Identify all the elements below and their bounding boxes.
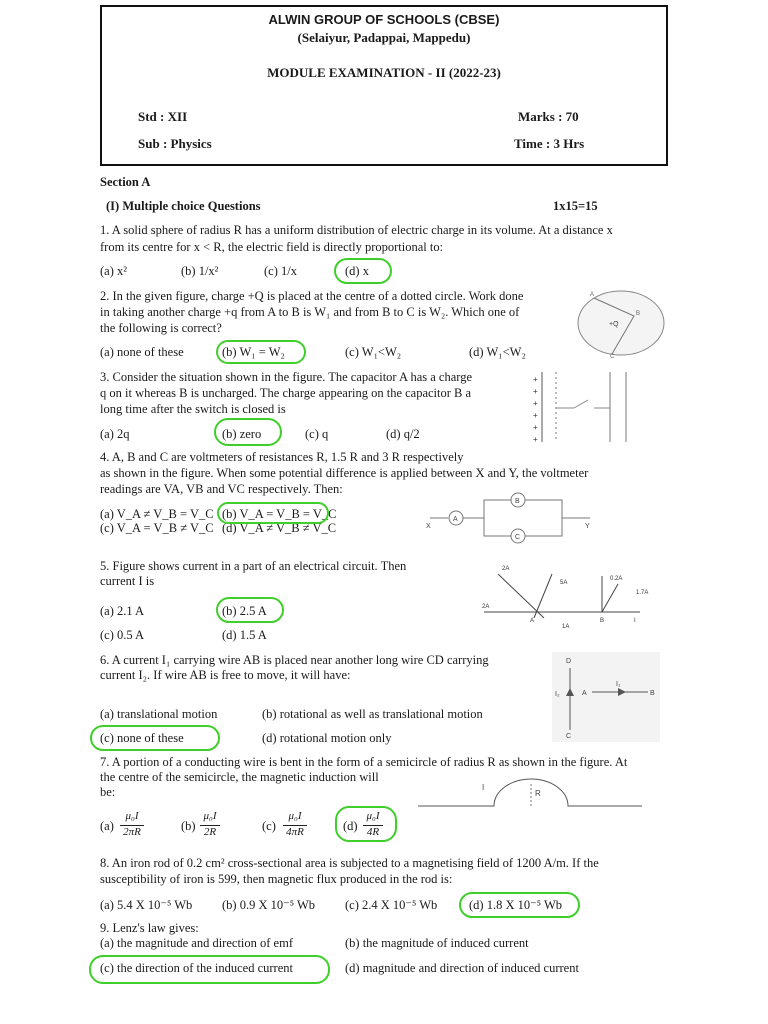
q6-figure: [552, 652, 660, 742]
q7-option-a: (a): [100, 819, 114, 833]
q7-a-num: μ₀I: [125, 810, 139, 822]
q3-answer-ring: [214, 418, 282, 446]
q9-answer-ring: [89, 955, 330, 984]
q2-line3: the following is correct?: [100, 321, 222, 335]
marks-label: Marks : 70: [518, 109, 579, 124]
q6-label-b: B: [650, 690, 655, 697]
q5-option-c: (c) 0.5 A: [100, 628, 145, 642]
q7-figure: [418, 776, 644, 810]
q3-line3: long time after the switch is closed is: [100, 402, 286, 416]
q6-line1: 6. A current I₁ carrying wire AB is placed near another long wire CD carrying: [100, 653, 489, 667]
q7-line2: the centre of the semicircle, the magnetic induction will: [100, 770, 379, 784]
q2-option-a: (a) none of these: [100, 345, 184, 359]
svg-text:+: +: [533, 423, 538, 432]
q1-option-b: (b) 1/x²: [181, 264, 219, 278]
q7-b-num: μ₀I: [203, 810, 217, 822]
q3-option-b: (b) zero: [222, 427, 262, 441]
std-label: Std : XII: [138, 109, 188, 124]
q8-option-b: (b) 0.9 X 10⁻⁵ Wb: [222, 898, 316, 912]
q7-line3: be:: [100, 785, 116, 799]
q5-line2: current I is: [100, 574, 155, 588]
q1-answer-ring: [334, 258, 392, 284]
q8-answer-ring: [459, 892, 580, 918]
q6-option-a: (a) translational motion: [100, 707, 218, 721]
q8-line1: 8. An iron rod of 0.2 cm² cross-sectional area is subjected to a magnetising field of 1200 A/m. If the: [100, 856, 599, 870]
q6-option-b: (b) rotational as well as translational motion: [262, 707, 483, 721]
q4-figure: [422, 490, 602, 546]
q6-label-d: D: [566, 658, 572, 665]
q1-option-c: (c) 1/x: [264, 264, 297, 278]
q2-option-b: (b) W₁ = W₂: [222, 345, 285, 359]
q1-line2: from its centre for x < R, the electric field is directly proportional to:: [100, 240, 444, 254]
q5-label-5: 2A: [482, 604, 490, 610]
q4-meter-b: B: [515, 498, 520, 505]
q4-terminal-x: X: [426, 523, 431, 530]
q5-label-7: 1A: [562, 624, 570, 630]
q2-answer-ring: [216, 340, 306, 364]
school-location: (Selaiyur, Padappai, Mappedu): [297, 30, 471, 45]
q8-option-a: (a) 5.4 X 10⁻⁵ Wb: [100, 898, 193, 912]
q5-line1: 5. Figure shows current in a part of an electrical circuit. Then: [100, 559, 407, 573]
q3-line2: q on it whereas B is uncharged. The charge appearing on the capacitor B a: [100, 386, 472, 400]
q2-line1: 2. In the given figure, charge +Q is placed at the centre of a dotted circle. Work done: [100, 289, 524, 303]
q4-meter-a: A: [453, 516, 458, 523]
q5-answer-ring: [216, 597, 284, 623]
q3-option-a: (a) 2q: [100, 427, 130, 441]
q5-label-6: A: [530, 618, 535, 624]
q6-option-d: (d) rotational motion only: [262, 731, 392, 745]
q5-label-9: I: [634, 618, 636, 624]
q4-option-d: (d) V_A ≠ V_B ≠ V_C: [222, 521, 337, 535]
q5-figure: [478, 560, 656, 638]
q6-label-c: C: [566, 733, 572, 740]
q2-point-b: B: [636, 311, 641, 317]
q7-option-c: (c): [262, 819, 276, 833]
q7-b-den: 2R: [203, 826, 217, 838]
q7-option-d: (d): [343, 819, 358, 833]
q7-answer-ring: [335, 806, 397, 842]
q8-line2: susceptibility of iron is 599, then magnetic flux produced in the rod is:: [100, 872, 453, 886]
q4-terminal-y: Y: [585, 523, 590, 530]
svg-text:+: +: [533, 399, 538, 408]
q7-line1: 7. A portion of a conducting wire is bent in the form of a semicircle of radius R as shown in the figure. At: [100, 755, 628, 769]
q7-label-i: I: [482, 783, 485, 792]
svg-text:+: +: [533, 435, 538, 444]
exam-title: MODULE EXAMINATION - II (2022-23): [267, 65, 501, 80]
svg-text:+: +: [533, 375, 538, 384]
q1-option-d: (d) x: [345, 264, 369, 278]
q6-label-i1: I₁: [616, 681, 621, 688]
time-label: Time : 3 Hrs: [514, 136, 585, 151]
q5-label-3: 0.2A: [610, 576, 623, 582]
q2-option-d: (d) W₁<W₂: [469, 345, 526, 359]
q8-option-c: (c) 2.4 X 10⁻⁵ Wb: [345, 898, 438, 912]
q9-option-d: (d) magnitude and direction of induced current: [345, 961, 579, 975]
q1-line1: 1. A solid sphere of radius R has a uniform distribution of electric charge in its volume. At a distance x: [100, 223, 613, 237]
q2-point-c: C: [610, 354, 615, 358]
q3-option-d: (d) q/2: [386, 427, 420, 441]
q5-option-a: (a) 2.1 A: [100, 604, 145, 618]
svg-text:+: +: [533, 411, 538, 420]
q4-answer-ring: [217, 502, 329, 524]
q3-figure: [530, 368, 640, 446]
q4-option-c: (c) V_A = V_B ≠ V_C: [100, 521, 214, 535]
q2-line2: in taking another charge +q from A to B is W₁ and from B to C is W₂. Which one of: [100, 305, 520, 319]
q7-d-num: μ₀I: [366, 810, 380, 822]
q6-option-c: (c) none of these: [100, 731, 184, 745]
section-title: Section A: [100, 175, 151, 189]
q2-figure: [572, 288, 670, 358]
q4-line2: as shown in the figure. When some potential difference is applied between X and Y, the voltmeter: [100, 466, 589, 480]
q2-charge-label: +Q: [609, 321, 619, 328]
q6-line2: current I₂. If wire AB is free to move, it will have:: [100, 668, 351, 682]
q5-label-1: 2A: [502, 566, 510, 572]
q9-line1: 9. Lenz's law gives:: [100, 921, 199, 935]
svg-text:+: +: [533, 387, 538, 396]
q3-option-c: (c) q: [305, 427, 329, 441]
q4-meter-c: C: [515, 534, 521, 541]
q5-option-b: (b) 2.5 A: [222, 604, 267, 618]
q9-option-a: (a) the magnitude and direction of emf: [100, 936, 293, 950]
q7-option-b: (b): [181, 819, 196, 833]
q4-line1: 4. A, B and C are voltmeters of resistances R, 1.5 R and 3 R respectively: [100, 450, 464, 464]
subject-label: Sub : Physics: [138, 136, 212, 151]
q4-option-b: (b) V_A = V_B = V_C: [222, 507, 337, 521]
q9-option-c: (c) the direction of the induced current: [100, 961, 293, 975]
q1-option-a: (a) x²: [100, 264, 127, 278]
q6-answer-ring: [90, 725, 220, 751]
q8-option-d: (d) 1.8 X 10⁻⁵ Wb: [469, 898, 563, 912]
subsection-title: (I) Multiple choice Questions: [106, 199, 261, 213]
q7-c-num: μ₀I: [288, 810, 302, 822]
q9-option-b: (b) the magnitude of induced current: [345, 936, 529, 950]
q7-a-den: 2πR: [123, 826, 141, 838]
q5-label-4: 1.7A: [636, 590, 649, 596]
q4-option-a: (a) V_A ≠ V_B = V_C: [100, 507, 214, 521]
q5-label-8: B: [600, 618, 605, 624]
marks-scheme: 1x15=15: [553, 199, 598, 213]
q5-label-2: 5A: [560, 580, 568, 586]
q2-point-a: A: [590, 292, 595, 298]
q6-label-i2: I₂: [555, 691, 560, 698]
q6-label-a: A: [582, 690, 587, 697]
q7-c-den: 4πR: [286, 826, 304, 838]
q5-option-d: (d) 1.5 A: [222, 628, 267, 642]
q2-option-c: (c) W₁<W₂: [345, 345, 402, 359]
q7-d-den: 4R: [366, 826, 380, 838]
q3-line1: 3. Consider the situation shown in the figure. The capacitor A has a charge: [100, 370, 473, 384]
q4-line3: readings are VA, VB and VC respectively. Then:: [100, 482, 343, 496]
school-name: ALWIN GROUP OF SCHOOLS (CBSE): [268, 12, 500, 27]
q7-label-r: R: [535, 789, 541, 798]
